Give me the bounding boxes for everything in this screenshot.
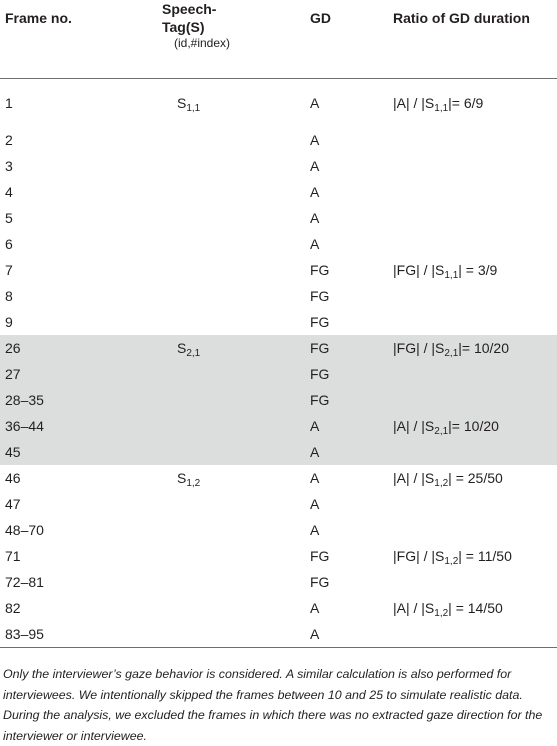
cell-ratio <box>393 257 557 283</box>
ratio-subscript: 2,1 <box>444 348 459 359</box>
cell-gd: FG <box>310 335 393 361</box>
cell-frame-no: 7 <box>5 262 13 278</box>
cell-gd: A <box>310 496 320 512</box>
ratio-value: | = 3/9 <box>458 262 498 278</box>
ratio-prefix: |A| / |S <box>393 95 435 111</box>
cell-speech-tag <box>162 309 310 335</box>
cell-speech-tag <box>162 517 310 543</box>
table-row <box>0 127 557 153</box>
cell-ratio <box>393 517 557 543</box>
cell-speech-tag <box>162 491 310 517</box>
table-row <box>0 517 557 543</box>
cell-speech-tag <box>162 205 310 231</box>
cell-frame-no: 8 <box>5 288 13 304</box>
speech-tag-label: S <box>177 95 187 111</box>
cell-frame-no: 5 <box>5 210 13 226</box>
cell-frame-no: 27 <box>0 361 162 387</box>
header-frame-no: Frame no. <box>5 10 72 26</box>
cell-ratio <box>393 127 557 153</box>
cell-speech-tag <box>162 543 310 569</box>
table-row <box>0 621 557 648</box>
table-row <box>0 595 557 621</box>
cell-gd: FG <box>310 288 330 304</box>
cell-gd: FG <box>310 361 393 387</box>
speech-tag-subscript: 1,1 <box>186 103 201 114</box>
cell-ratio <box>393 231 557 257</box>
cell-frame-no: 6 <box>5 236 13 252</box>
ratio-prefix: |FG| / |S <box>393 262 445 278</box>
ratio-value: | = 25/50 <box>448 470 503 486</box>
table-row <box>0 439 557 465</box>
cell-frame-no: 1 <box>5 95 13 111</box>
speech-tag-label: S <box>177 470 187 486</box>
ratio-prefix: |A| / |S <box>393 600 435 616</box>
cell-ratio <box>393 413 557 439</box>
cell-speech-tag <box>162 335 310 361</box>
cell-gd: A <box>310 132 320 148</box>
header-speech-tag-line1: Speech- <box>162 1 217 17</box>
ratio-value: |= 10/20 <box>458 340 510 356</box>
cell-ratio <box>393 335 557 361</box>
cell-ratio <box>393 621 557 648</box>
table-row <box>0 179 557 205</box>
cell-gd: A <box>310 470 320 486</box>
cell-frame-no: 82 <box>5 600 21 616</box>
cell-ratio <box>393 153 557 179</box>
ratio-subscript: 1,2 <box>434 608 449 619</box>
cell-gd: A <box>310 522 320 538</box>
cell-ratio <box>393 465 557 491</box>
cell-frame-no: 36–44 <box>0 413 162 439</box>
cell-ratio <box>393 179 557 205</box>
table-row <box>0 491 557 517</box>
table-row <box>0 231 557 257</box>
cell-frame-no: 46 <box>5 470 21 486</box>
cell-ratio <box>393 361 557 387</box>
ratio-subscript: 1,1 <box>434 103 449 114</box>
table-row <box>0 153 557 179</box>
table-row <box>0 283 557 309</box>
cell-frame-no: 26 <box>0 335 162 361</box>
cell-gd: FG <box>310 387 393 413</box>
header-gd: GD <box>310 10 331 26</box>
ratio-subscript: 1,1 <box>444 270 459 281</box>
cell-frame-no: 48–70 <box>5 522 44 538</box>
cell-speech-tag <box>162 361 310 387</box>
table-row <box>0 205 557 231</box>
table-row <box>0 79 557 128</box>
table-row <box>0 309 557 335</box>
table-row <box>0 543 557 569</box>
cell-frame-no: 47 <box>5 496 21 512</box>
cell-frame-no: 83–95 <box>5 626 44 642</box>
table-row <box>0 413 557 439</box>
cell-speech-tag <box>162 127 310 153</box>
cell-ratio <box>393 79 557 128</box>
cell-frame-no: 9 <box>5 314 13 330</box>
cell-ratio <box>393 439 557 465</box>
cell-speech-tag <box>162 231 310 257</box>
speech-tag-subscript: 1,2 <box>186 478 201 489</box>
ratio-subscript: 1,2 <box>434 478 449 489</box>
header-speech-tag <box>162 0 310 36</box>
cell-frame-no: 3 <box>5 158 13 174</box>
cell-frame-no: 28–35 <box>0 387 162 413</box>
cell-ratio <box>393 283 557 309</box>
header-ratio: Ratio of GD duration <box>393 10 530 26</box>
cell-gd: A <box>310 439 393 465</box>
cell-speech-tag <box>162 257 310 283</box>
table-header <box>0 0 557 79</box>
speech-tag-label: S <box>177 340 187 356</box>
table-footnote: Only the interviewer’s gaze behavior is considered. A similar calculation is also performed for interviewees. We intentionally skipped the frames between 10 and 25 to simulate realistic data. During the analysis, we excluded the frames in which there was no extracted gaze direction for the interviewer or interviewee. <box>3 667 543 743</box>
ratio-value: | = 14/50 <box>448 600 503 616</box>
ratio-prefix: |A| / |S <box>393 470 435 486</box>
ratio-subscript: 1,2 <box>444 556 459 567</box>
cell-speech-tag <box>162 413 310 439</box>
cell-speech-tag <box>162 569 310 595</box>
cell-ratio <box>393 387 557 413</box>
cell-speech-tag <box>162 387 310 413</box>
header-speech-tag-subscript: (id,#index) <box>174 36 231 50</box>
ratio-subscript: 2,1 <box>434 426 449 437</box>
cell-frame-no: 2 <box>5 132 13 148</box>
table-row <box>0 335 557 361</box>
cell-gd: FG <box>310 262 330 278</box>
ratio-prefix: |FG| / |S <box>393 548 445 564</box>
header-speech-tag-sub <box>162 36 310 79</box>
ratio-value: |= 6/9 <box>448 95 484 111</box>
cell-gd: A <box>310 236 320 252</box>
cell-gd: A <box>310 210 320 226</box>
cell-frame-no: 4 <box>5 184 13 200</box>
cell-speech-tag <box>162 621 310 648</box>
cell-frame-no: 72–81 <box>5 574 44 590</box>
cell-ratio <box>393 569 557 595</box>
cell-gd: A <box>310 600 320 616</box>
speech-tag-subscript: 2,1 <box>186 348 201 359</box>
table-row <box>0 387 557 413</box>
cell-gd: A <box>310 95 320 111</box>
cell-speech-tag <box>162 465 310 491</box>
cell-ratio <box>393 205 557 231</box>
cell-speech-tag <box>162 179 310 205</box>
table-row <box>0 569 557 595</box>
cell-ratio <box>393 309 557 335</box>
table-row <box>0 361 557 387</box>
cell-ratio <box>393 595 557 621</box>
ratio-value: | = 11/50 <box>458 548 512 564</box>
cell-speech-tag <box>162 79 310 128</box>
cell-gd: A <box>310 626 320 642</box>
table-row <box>0 257 557 283</box>
cell-speech-tag <box>162 283 310 309</box>
ratio-value: |= 10/20 <box>448 418 499 434</box>
cell-speech-tag <box>162 153 310 179</box>
cell-gd: A <box>310 184 320 200</box>
ratio-prefix: |A| / |S <box>393 418 435 434</box>
cell-speech-tag <box>162 595 310 621</box>
table-body <box>0 79 557 648</box>
cell-gd: FG <box>310 574 330 590</box>
ratio-prefix: |FG| / |S <box>393 340 445 356</box>
cell-gd: FG <box>310 314 330 330</box>
cell-gd: A <box>310 413 393 439</box>
cell-frame-no: 71 <box>5 548 21 564</box>
cell-frame-no: 45 <box>0 439 162 465</box>
cell-ratio <box>393 543 557 569</box>
header-speech-tag-line2: Tag(S) <box>162 19 205 35</box>
cell-gd: A <box>310 158 320 174</box>
cell-speech-tag <box>162 439 310 465</box>
cell-gd: FG <box>310 548 330 564</box>
cell-ratio <box>393 491 557 517</box>
table-row <box>0 465 557 491</box>
